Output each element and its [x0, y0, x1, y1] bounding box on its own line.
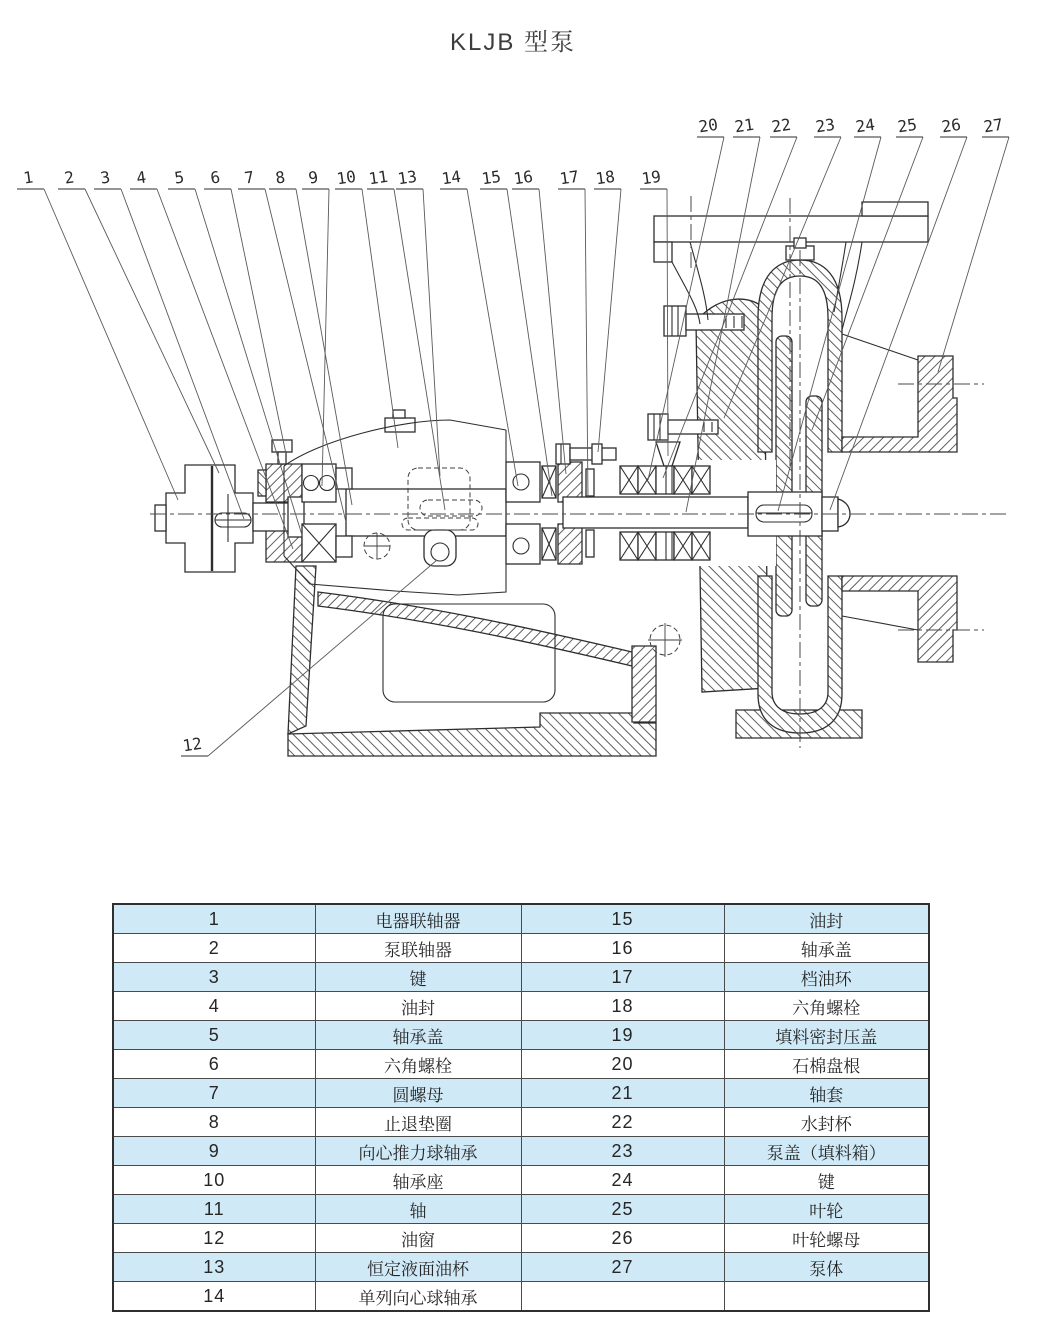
callout-label-7: 7 [243, 167, 256, 188]
part-name-cell: 止退垫圈 [315, 1108, 521, 1137]
part-number-cell: 23 [521, 1137, 724, 1166]
part-name-cell: 六角螺栓 [315, 1050, 521, 1079]
callout-leader-line [778, 137, 881, 511]
callout-label-15: 15 [480, 166, 503, 189]
callout-label-17: 17 [558, 166, 581, 189]
callout-10 [335, 167, 398, 448]
part-name-cell: 油封 [315, 992, 521, 1021]
part-number-cell: 25 [521, 1195, 724, 1224]
part-name-cell: 轴承座 [315, 1166, 521, 1195]
part-name-cell: 键 [724, 1166, 929, 1195]
callout-leader-line [322, 189, 329, 486]
part-name-cell: 水封杯 [724, 1108, 929, 1137]
part-name-cell: 圆螺母 [315, 1079, 521, 1108]
callout-2 [58, 167, 222, 473]
part-number-cell: 9 [113, 1137, 315, 1166]
part-number-cell: 13 [113, 1253, 315, 1282]
callout-leader-line [208, 560, 437, 756]
part-number-cell: 21 [521, 1079, 724, 1108]
part-name-cell: 叶轮螺母 [724, 1224, 929, 1253]
callout-label-9: 9 [307, 167, 320, 188]
part-number-cell: 27 [521, 1253, 724, 1282]
part-name-cell [724, 1282, 929, 1312]
part-name-cell: 档油环 [724, 963, 929, 992]
part-name-cell: 六角螺栓 [724, 992, 929, 1021]
callout-label-24: 24 [854, 114, 877, 137]
part-number-cell: 7 [113, 1079, 315, 1108]
callout-leader-line [467, 189, 518, 486]
part-name-cell: 填料密封压盖 [724, 1021, 929, 1050]
part-number-cell: 11 [113, 1195, 315, 1224]
callout-label-1: 1 [22, 167, 35, 188]
part-name-cell: 轴承盖 [724, 934, 929, 963]
callout-layer [17, 115, 1009, 756]
part-number-cell: 5 [113, 1021, 315, 1050]
callout-label-12: 12 [181, 733, 204, 756]
part-number-cell: 22 [521, 1108, 724, 1137]
callout-leader-line [507, 189, 552, 496]
part-name-cell: 恒定液面油杯 [315, 1253, 521, 1282]
part-number-cell: 6 [113, 1050, 315, 1079]
callout-label-16: 16 [512, 166, 535, 189]
part-number-cell: 20 [521, 1050, 724, 1079]
page-title: KLJB 型泵 [449, 29, 577, 56]
part-number-cell: 4 [113, 992, 315, 1021]
callout-leader-line [539, 189, 566, 474]
callout-label-6: 6 [209, 167, 222, 188]
part-name-cell: 泵联轴器 [315, 934, 521, 963]
part-number-cell: 15 [521, 904, 724, 934]
callout-label-21: 21 [733, 114, 756, 137]
part-name-cell: 轴套 [724, 1079, 929, 1108]
part-name-cell: 油窗 [315, 1224, 521, 1253]
callout-label-18: 18 [594, 166, 617, 189]
table-row [113, 1137, 929, 1166]
table-row [113, 1108, 929, 1137]
callout-label-4: 4 [135, 167, 148, 188]
callout-18 [594, 167, 621, 452]
callout-leader-line [362, 189, 398, 448]
callout-label-13: 13 [396, 166, 419, 189]
callout-11 [367, 167, 445, 510]
callout-leader-line [121, 189, 244, 519]
table-row [113, 1079, 929, 1108]
part-name-cell: 泵盖（填料箱） [724, 1137, 929, 1166]
table-row [113, 1166, 929, 1195]
part-number-cell: 17 [521, 963, 724, 992]
callout-6 [204, 167, 286, 454]
callout-label-26: 26 [940, 114, 963, 137]
part-number-cell: 10 [113, 1166, 315, 1195]
callout-label-8: 8 [274, 167, 287, 188]
part-name-cell: 泵体 [724, 1253, 929, 1282]
table-row [113, 963, 929, 992]
callout-leader-line [231, 189, 286, 454]
callout-label-5: 5 [173, 167, 186, 188]
part-name-cell: 油封 [724, 904, 929, 934]
callout-label-27: 27 [982, 114, 1005, 137]
table-row [113, 934, 929, 963]
callout-9 [302, 167, 329, 486]
part-name-cell: 轴 [315, 1195, 521, 1224]
callout-label-14: 14 [440, 166, 463, 189]
callout-leader-line [296, 189, 352, 505]
table-row [113, 1253, 929, 1282]
part-name-cell: 向心推力球轴承 [315, 1137, 521, 1166]
part-name-cell: 电器联轴器 [315, 904, 521, 934]
part-number-cell: 14 [113, 1282, 315, 1312]
callout-label-25: 25 [896, 114, 919, 137]
table-row [113, 1224, 929, 1253]
table-row [113, 1050, 929, 1079]
part-number-cell: 2 [113, 934, 315, 963]
callout-label-2: 2 [63, 167, 76, 188]
parts-table [112, 903, 930, 1312]
coupling-outline [166, 465, 253, 572]
part-name-cell: 轴承盖 [315, 1021, 521, 1050]
callout-label-19: 19 [640, 166, 663, 189]
callout-leader-line [598, 189, 621, 452]
callout-27 [938, 115, 1009, 372]
part-number-cell: 18 [521, 992, 724, 1021]
part-name-cell: 叶轮 [724, 1195, 929, 1224]
callout-label-10: 10 [335, 166, 358, 189]
table-row [113, 1282, 929, 1312]
part-number-cell: 24 [521, 1166, 724, 1195]
part-number-cell [521, 1282, 724, 1312]
part-number-cell: 3 [113, 963, 315, 992]
callout-leader-line [423, 189, 440, 476]
part-name-cell: 石棉盘根 [724, 1050, 929, 1079]
part-number-cell: 16 [521, 934, 724, 963]
part-name-cell: 单列向心球轴承 [315, 1282, 521, 1312]
part-number-cell: 19 [521, 1021, 724, 1050]
callout-label-3: 3 [99, 167, 112, 188]
table-row [113, 992, 929, 1021]
part-number-cell: 26 [521, 1224, 724, 1253]
callout-16 [512, 167, 566, 474]
callout-label-22: 22 [770, 114, 793, 137]
callout-leader-line [938, 137, 1009, 372]
table-row [113, 904, 929, 934]
part-number-cell: 12 [113, 1224, 315, 1253]
callout-1 [17, 167, 178, 500]
callout-leader-line [830, 137, 967, 510]
callout-label-23: 23 [814, 114, 837, 137]
callout-leader-line [394, 189, 445, 510]
part-name-cell: 键 [315, 963, 521, 992]
table-row [113, 1021, 929, 1050]
part-number-cell: 1 [113, 904, 315, 934]
table-row [113, 1195, 929, 1224]
callout-label-20: 20 [697, 114, 720, 137]
callout-label-11: 11 [367, 166, 390, 189]
part-number-cell: 8 [113, 1108, 315, 1137]
